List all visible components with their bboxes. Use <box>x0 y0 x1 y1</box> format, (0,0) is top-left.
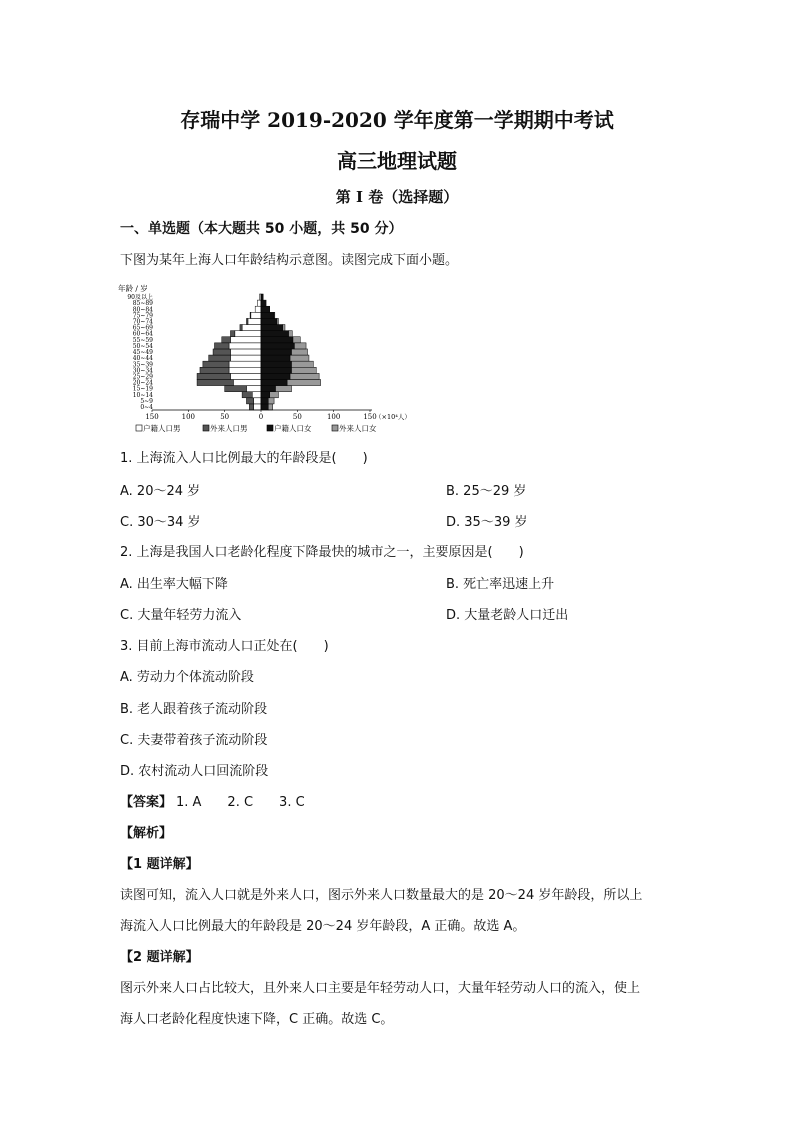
bar-migrant-female <box>283 325 285 331</box>
bar-migrant-female <box>268 398 274 404</box>
bar-resident-female <box>261 325 283 331</box>
bar-migrant-male <box>249 404 253 410</box>
question-1-option-d[interactable]: D. 35～39 岁 <box>446 515 528 530</box>
bar-migrant-male <box>240 325 242 331</box>
bar-resident-male <box>229 361 261 367</box>
question-2-option-c[interactable]: C. 大量年轻劳力流入 <box>120 608 242 623</box>
bar-migrant-male <box>197 379 233 385</box>
question-1-option-c[interactable]: C. 30～34 岁 <box>120 515 201 530</box>
bar-migrant-female <box>292 367 317 373</box>
bar-resident-female <box>261 355 290 361</box>
question-3-stem: 3. 目前上海市流动人口正处在( ) <box>120 639 329 654</box>
bar-resident-female <box>261 398 268 404</box>
bar-resident-male <box>255 306 261 312</box>
bar-resident-male <box>257 300 261 306</box>
bar-resident-female <box>261 392 270 398</box>
age-tick-label: 60~64 <box>132 330 153 338</box>
bar-migrant-male <box>230 331 234 337</box>
legend-swatch <box>136 425 142 431</box>
bar-migrant-female <box>289 331 293 337</box>
age-tick-label: 40~44 <box>132 355 153 363</box>
bar-resident-male <box>248 318 261 324</box>
y-axis-label: 年龄 / 岁 <box>118 284 148 293</box>
legend-label: 户籍人口女 <box>274 424 312 433</box>
bar-migrant-female <box>277 318 278 324</box>
age-tick-label: 20~24 <box>132 379 153 387</box>
legend-label: 外来人口女 <box>339 424 377 433</box>
bar-resident-male <box>230 337 261 343</box>
age-tick-label: 0~4 <box>140 404 153 411</box>
bar-migrant-female <box>290 373 319 379</box>
bar-resident-female <box>261 367 292 373</box>
answer-label: 【答案】 <box>120 795 173 810</box>
question-3-option-c[interactable]: C. 夫妻带着孩子流动阶段 <box>120 733 268 748</box>
question-3-option-d[interactable]: D. 农村流动人口回流阶段 <box>120 764 269 779</box>
x-tick-label: 50 <box>220 413 230 421</box>
bar-resident-male <box>254 398 261 404</box>
q2-detail-line-1: 图示外来人口占比较大，且外来人口主要是年轻劳动人口，大量年轻劳动人口的流入，使上 <box>120 981 641 996</box>
bar-migrant-male <box>197 373 230 379</box>
age-tick-label: 75~79 <box>132 312 153 320</box>
age-tick-label: 10~14 <box>132 391 153 399</box>
x-tick-label: 0 <box>258 413 264 421</box>
q2-detail-line-2: 海人口老龄化程度快速下降，C 正确。故选 C。 <box>120 1012 394 1027</box>
bar-resident-female <box>261 318 277 324</box>
x-tick-label: 50 <box>292 413 302 421</box>
x-axis-unit: （×10⁴人） <box>375 413 411 421</box>
bar-migrant-female <box>293 337 300 343</box>
bar-migrant-female <box>292 349 308 355</box>
question-1-stem: 1. 上海流入人口比例最大的年龄段是( ) <box>120 451 368 466</box>
bar-resident-male <box>254 404 261 410</box>
bar-resident-female <box>261 404 268 410</box>
exam-title: 存瑞中学 2019-2020 学年度第一学期期中考试 <box>180 108 614 132</box>
bar-migrant-male <box>246 318 247 324</box>
bar-resident-male <box>246 386 261 392</box>
bar-resident-male <box>230 355 261 361</box>
bar-migrant-female <box>287 379 320 385</box>
question-2-option-d[interactable]: D. 大量老龄人口迁出 <box>446 608 569 623</box>
legend-swatch <box>267 425 273 431</box>
legend-swatch <box>332 425 338 431</box>
age-tick-label: 80~84 <box>132 306 153 314</box>
legend-swatch <box>203 425 209 431</box>
bar-resident-female <box>261 349 292 355</box>
bar-resident-female <box>261 379 287 385</box>
bar-migrant-female <box>290 355 309 361</box>
question-2-option-a[interactable]: A. 出生率大幅下降 <box>120 577 228 592</box>
legend-label: 外来人口男 <box>210 424 248 433</box>
bar-resident-female <box>261 337 293 343</box>
age-tick-label: 45~49 <box>132 349 153 357</box>
q1-detail-line-2: 海流入人口比例最大的年龄段是 20～24 岁年龄段，A 正确。故选 A。 <box>120 919 526 934</box>
bar-resident-male <box>229 367 261 373</box>
bar-resident-female <box>261 306 270 312</box>
age-tick-label: 65~69 <box>132 324 153 332</box>
question-1-option-a[interactable]: A. 20～24 岁 <box>120 484 201 499</box>
age-tick-label: 5~9 <box>140 397 153 405</box>
bar-resident-male <box>230 373 261 379</box>
bar-migrant-female <box>274 312 275 318</box>
bar-migrant-female <box>268 404 272 410</box>
q1-detail-label: 【1 题详解】 <box>120 857 199 872</box>
age-tick-label: 85~89 <box>132 300 153 308</box>
age-tick-label: 35~39 <box>132 361 153 369</box>
section-intro: 下图为某年上海人口年龄结构示意图。读图完成下面小题。 <box>120 253 459 268</box>
bar-migrant-male <box>242 392 252 398</box>
x-tick-label: 100 <box>326 413 341 421</box>
bar-migrant-male <box>200 367 229 373</box>
age-tick-label: 70~74 <box>132 318 153 326</box>
bar-migrant-female <box>270 392 279 398</box>
bar-resident-male <box>252 392 261 398</box>
bar-resident-female <box>261 300 266 306</box>
bar-migrant-female <box>276 386 292 392</box>
bar-resident-female <box>261 386 276 392</box>
bar-resident-female <box>261 343 294 349</box>
age-tick-label: 30~34 <box>132 367 153 375</box>
question-3-option-a[interactable]: A. 劳动力个体流动阶段 <box>120 670 254 685</box>
volume-title: 第 I 卷（选择题） <box>335 188 459 206</box>
bar-migrant-male <box>203 361 229 367</box>
bar-migrant-male <box>246 398 253 404</box>
exam-subtitle: 高三地理试题 <box>337 149 457 173</box>
bar-migrant-female <box>294 343 306 349</box>
bar-migrant-female <box>292 361 314 367</box>
x-tick-label: 150 <box>363 413 377 421</box>
q2-detail-label: 【2 题详解】 <box>120 950 199 965</box>
age-tick-label: 55~59 <box>132 336 153 344</box>
legend-label: 户籍人口男 <box>143 424 181 433</box>
bar-resident-female <box>261 312 274 318</box>
age-tick-label: 90及以上 <box>127 294 153 302</box>
bar-resident-male <box>251 312 261 318</box>
question-2-option-b[interactable]: B. 死亡率迅速上升 <box>446 577 555 592</box>
answer-text: 1. A 2. C 3. C <box>176 795 305 810</box>
bar-migrant-male <box>222 337 231 343</box>
x-tick-label: 150 <box>145 413 159 421</box>
bar-migrant-male <box>213 349 230 355</box>
bar-migrant-male <box>214 343 229 349</box>
bar-resident-male <box>233 379 261 385</box>
bar-resident-male <box>230 349 261 355</box>
analysis-label: 【解析】 <box>120 826 173 841</box>
bar-resident-female <box>261 361 292 367</box>
question-3-option-b[interactable]: B. 老人跟着孩子流动阶段 <box>120 702 268 717</box>
age-tick-label: 15~19 <box>132 385 153 393</box>
bar-migrant-male <box>209 355 231 361</box>
age-tick-label: 50~54 <box>132 342 153 350</box>
bar-resident-female <box>261 331 289 337</box>
population-pyramid-chart <box>116 282 411 438</box>
x-tick-label: 100 <box>181 413 196 421</box>
bar-resident-female <box>261 373 290 379</box>
bar-migrant-male <box>250 312 251 318</box>
bar-resident-male <box>242 325 261 331</box>
question-1-option-b[interactable]: B. 25～29 岁 <box>446 484 527 499</box>
section-heading: 一、单选题（本大题共 50 小题，共 50 分） <box>120 221 403 237</box>
bar-resident-male <box>229 343 261 349</box>
q1-detail-line-1: 读图可知，流入人口就是外来人口，图示外来人口数量最大的是 20～24 岁年龄段，所以上 <box>120 888 643 903</box>
age-tick-label: 25~29 <box>132 373 153 381</box>
bar-resident-female <box>261 294 263 300</box>
question-2-stem: 2. 上海是我国人口老龄化程度下降最快的城市之一，主要原因是( ) <box>120 545 524 560</box>
bar-migrant-male <box>225 386 247 392</box>
bar-resident-male <box>235 331 261 337</box>
